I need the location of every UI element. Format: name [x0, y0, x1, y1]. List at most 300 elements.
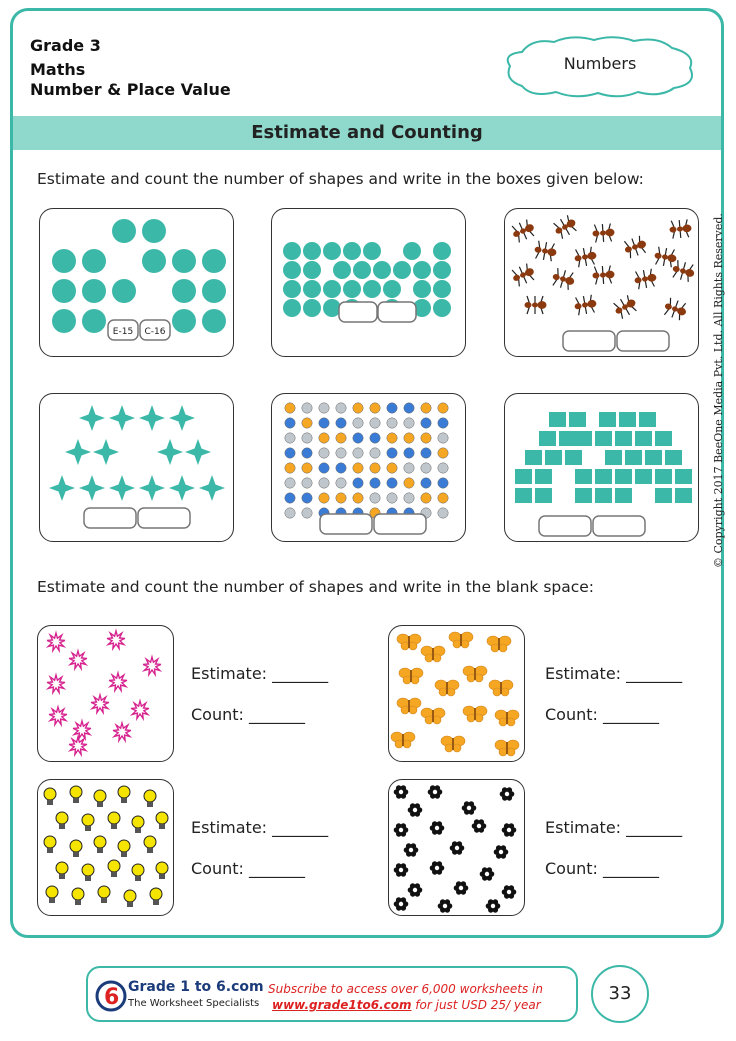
flower-icon [428, 785, 443, 798]
ant-icon [592, 223, 615, 242]
rectangle-shape [535, 469, 552, 484]
circle-shape [142, 219, 166, 243]
bead [438, 433, 448, 443]
circle-shape [383, 280, 401, 298]
ants-drawing [505, 209, 699, 357]
ant-icon [611, 293, 639, 320]
estimate-blank[interactable]: Estimate: _______ [191, 664, 329, 683]
light-bulb-icon [150, 888, 162, 905]
count-blank[interactable]: Count: _______ [191, 859, 305, 878]
bead [319, 433, 329, 443]
ant-icon [670, 259, 696, 282]
bead [370, 418, 380, 428]
panel-butterflies [388, 625, 525, 762]
ant-icon [633, 268, 658, 290]
rectangle-shape [639, 412, 656, 427]
bead [353, 418, 363, 428]
circle-shape [433, 280, 451, 298]
bead [370, 433, 380, 443]
butterfly-icon [435, 680, 459, 696]
butterfly-icon [449, 632, 473, 648]
ant-icon [669, 219, 692, 239]
rectangle-shape [545, 450, 562, 465]
star-shape [169, 405, 195, 431]
bead [285, 448, 295, 458]
light-bulb-icon [56, 812, 68, 829]
rectangle-shape [575, 488, 592, 503]
rectangle-shape [599, 412, 616, 427]
circle-shape [343, 280, 361, 298]
circle-shape [323, 280, 341, 298]
bead [336, 448, 346, 458]
subscribe-link[interactable]: www.grade1to6.com [272, 998, 412, 1012]
bead [353, 463, 363, 473]
bead [302, 478, 312, 488]
answer-box [378, 302, 416, 322]
answer-box-text: E-15 [112, 327, 134, 337]
rectangle-shape [595, 488, 612, 503]
answer-box [339, 302, 377, 322]
panel-stars [39, 393, 234, 542]
bead [404, 403, 414, 413]
circle-shape [52, 279, 76, 303]
circle-shape [373, 261, 391, 279]
panel-bulbs [37, 779, 174, 916]
light-bulb-icon [118, 786, 130, 803]
estimate-blank[interactable]: Estimate: _______ [191, 818, 329, 837]
star-shape [49, 475, 75, 501]
answer-box-text: C-16 [144, 327, 166, 337]
circle-shape [202, 309, 226, 333]
bead [438, 418, 448, 428]
flower-icon [430, 861, 445, 874]
bead [438, 478, 448, 488]
butterfly-icon [421, 646, 445, 662]
butterfly-icon [495, 710, 519, 726]
bead [370, 493, 380, 503]
title-band [13, 116, 721, 150]
light-bulb-icon [108, 812, 120, 829]
instruction-1: Estimate and count the number of shapes and write in the boxes given below: [37, 170, 644, 188]
bead [421, 418, 431, 428]
light-bulb-icon [70, 786, 82, 803]
circle-shape [52, 309, 76, 333]
ant-icon [551, 213, 579, 240]
starburst-icon [69, 737, 87, 755]
rectangle-shape [515, 488, 532, 503]
bead [438, 448, 448, 458]
bead [302, 463, 312, 473]
bead [421, 493, 431, 503]
bead [319, 478, 329, 488]
starburst-icon [109, 673, 127, 691]
circle-shape [283, 242, 301, 260]
flower-icon [472, 819, 487, 832]
circle-shape [172, 279, 196, 303]
bead [336, 418, 346, 428]
ant-icon [653, 246, 678, 268]
grade-label: Grade 3 [30, 36, 101, 55]
flower-icon [394, 897, 409, 910]
rectangle-shape [635, 431, 652, 446]
circle-shape [323, 242, 341, 260]
star-shape [169, 475, 195, 501]
star-shape [139, 405, 165, 431]
bead [370, 403, 380, 413]
bead [404, 463, 414, 473]
circle-shape [172, 249, 196, 273]
flower-icon [408, 883, 423, 896]
estimate-blank[interactable]: Estimate: _______ [545, 664, 683, 683]
circle-shape [433, 261, 451, 279]
answer-box [138, 508, 190, 528]
bead [404, 493, 414, 503]
bead [438, 493, 448, 503]
light-bulb-icon [98, 886, 110, 903]
panel-circles [271, 208, 466, 357]
flower-icon [502, 885, 517, 898]
butterfly-icon [391, 732, 415, 748]
rectangle-shape [645, 450, 662, 465]
butterfly-icon [397, 698, 421, 714]
butterfly-icon [399, 668, 423, 684]
bead [370, 478, 380, 488]
bead [319, 418, 329, 428]
light-bulb-icon [144, 790, 156, 807]
bead [421, 433, 431, 443]
ant-icon [510, 262, 537, 287]
starburst-icon [113, 723, 131, 741]
starburst-icon [49, 707, 67, 725]
starbursts-drawing [38, 626, 174, 762]
rectangle-shape [605, 450, 622, 465]
bead [302, 493, 312, 503]
flowers-drawing [389, 780, 525, 916]
copyright-notice: © Copyright 2017 BeeOne Media Pvt. Ltd. All Rights Reserved. [712, 213, 725, 568]
bead [285, 478, 295, 488]
flower-icon [480, 867, 495, 880]
bead [353, 478, 363, 488]
circle-shape [303, 280, 321, 298]
starburst-icon [91, 695, 109, 713]
light-bulb-icon [82, 864, 94, 881]
butterflies-drawing [389, 626, 525, 762]
light-bulb-icon [124, 890, 136, 907]
rectangle-shape [655, 469, 672, 484]
subscribe-line-2 [272, 998, 541, 1012]
circle-shape [413, 280, 431, 298]
bead [302, 508, 312, 518]
rectangle-shape [575, 469, 592, 484]
butterfly-icon [441, 736, 465, 752]
bead [387, 403, 397, 413]
light-bulb-icon [108, 860, 120, 877]
rectangle-shape [619, 412, 636, 427]
bead [404, 478, 414, 488]
rectangle-shape [635, 469, 652, 484]
rectangle-shape [655, 431, 672, 446]
light-bulb-icon [70, 840, 82, 857]
answer-box [374, 514, 426, 534]
rectangle-shape [675, 488, 692, 503]
rectangle-shape [515, 469, 532, 484]
rectangle-shape [525, 450, 542, 465]
rectangle-shape [539, 431, 556, 446]
bead [302, 418, 312, 428]
rectangle-shape [575, 431, 592, 446]
bead [336, 403, 346, 413]
flower-icon [494, 845, 509, 858]
butterfly-icon [463, 666, 487, 682]
starburst-icon [47, 675, 65, 693]
light-bulb-icon [82, 814, 94, 831]
bead [421, 478, 431, 488]
flower-icon [394, 823, 409, 836]
butterfly-icon [463, 706, 487, 722]
circle-shape [343, 242, 361, 260]
circle-shape [202, 279, 226, 303]
circle-shape [303, 261, 321, 279]
bead [387, 448, 397, 458]
subscribe-line-1: Subscribe to access over 6,000 worksheets in [268, 982, 543, 996]
count-blank[interactable]: Count: _______ [191, 705, 305, 724]
rectangle-shape [595, 469, 612, 484]
flower-icon [454, 881, 469, 894]
rectangle-shape [549, 412, 566, 427]
rectangle-shape [615, 488, 632, 503]
bead [438, 463, 448, 473]
bead [285, 418, 295, 428]
bead [319, 403, 329, 413]
light-bulb-icon [156, 812, 168, 829]
bead [336, 493, 346, 503]
star-shape [185, 439, 211, 465]
circle-shape [202, 249, 226, 273]
circle-shape [112, 219, 136, 243]
bead [353, 433, 363, 443]
circles-example-drawing [40, 209, 234, 357]
flower-icon [408, 803, 423, 816]
bead [285, 493, 295, 503]
circle-shape [142, 249, 166, 273]
panel-ants [504, 208, 699, 357]
flower-icon [430, 821, 445, 834]
flower-icon [438, 899, 453, 912]
flower-icon [462, 801, 477, 814]
rectangle-shape [565, 450, 582, 465]
ant-icon [525, 296, 547, 314]
star-shape [109, 405, 135, 431]
circle-shape [303, 299, 321, 317]
bead [336, 478, 346, 488]
rectangle-shape [595, 431, 612, 446]
star-shape [79, 405, 105, 431]
panel-circles-example [39, 208, 234, 357]
light-bulb-icon [144, 836, 156, 853]
page-number: 33 [591, 965, 649, 1023]
circle-shape [172, 309, 196, 333]
circle-shape [393, 261, 411, 279]
answer-box [563, 331, 615, 351]
bead [302, 448, 312, 458]
panel-flowers [388, 779, 525, 916]
flower-icon [500, 787, 515, 800]
bead [353, 403, 363, 413]
light-bulb-icon [56, 862, 68, 879]
star-shape [199, 475, 225, 501]
answer-box [593, 516, 645, 536]
bead [370, 448, 380, 458]
bulbs-drawing [38, 780, 174, 916]
bead [319, 493, 329, 503]
rectangles-drawing [505, 394, 699, 542]
butterfly-icon [489, 680, 513, 696]
circle-shape [283, 299, 301, 317]
circle-shape [403, 242, 421, 260]
star-shape [157, 439, 183, 465]
subject-label: Maths [30, 60, 86, 79]
circle-shape [112, 279, 136, 303]
circle-shape [283, 280, 301, 298]
topic-badge: Numbers [563, 54, 637, 73]
rectangle-shape [675, 469, 692, 484]
starburst-icon [107, 631, 125, 649]
rectangle-shape [625, 450, 642, 465]
answer-box [617, 331, 669, 351]
circle-shape [363, 280, 381, 298]
flower-icon [502, 823, 517, 836]
ant-icon [510, 218, 537, 243]
logo-tagline: The Worksheet Specialists [128, 998, 260, 1009]
circle-shape [52, 249, 76, 273]
circles-drawing [272, 209, 466, 357]
instruction-2: Estimate and count the number of shapes and write in the blank space: [37, 578, 595, 596]
circle-shape [303, 242, 321, 260]
ant-icon [550, 267, 576, 290]
ant-icon [622, 235, 649, 259]
bead [319, 448, 329, 458]
rectangle-shape [615, 469, 632, 484]
circle-shape [82, 309, 106, 333]
bead [421, 448, 431, 458]
light-bulb-icon [44, 836, 56, 853]
bead [302, 403, 312, 413]
bead [319, 463, 329, 473]
butterfly-icon [397, 634, 421, 650]
bead [421, 463, 431, 473]
topic-label: Number & Place Value [30, 80, 231, 99]
flower-icon [404, 843, 419, 856]
star-shape [139, 475, 165, 501]
bead [353, 493, 363, 503]
bead [404, 418, 414, 428]
butterfly-icon [495, 740, 519, 756]
bead [336, 433, 346, 443]
subscribe-price: for just USD 25/ year [411, 998, 541, 1012]
bead [302, 433, 312, 443]
answer-box [320, 514, 372, 534]
stars-drawing [40, 394, 234, 542]
ant-icon [592, 265, 615, 284]
bead [353, 448, 363, 458]
bead [387, 463, 397, 473]
panel-starbursts [37, 625, 174, 762]
bead [421, 403, 431, 413]
star-shape [109, 475, 135, 501]
bead [336, 463, 346, 473]
bead [404, 433, 414, 443]
light-bulb-icon [156, 862, 168, 879]
light-bulb-icon [94, 836, 106, 853]
circle-shape [283, 261, 301, 279]
bead [285, 433, 295, 443]
circle-shape [353, 261, 371, 279]
ant-icon [573, 294, 598, 316]
starburst-icon [69, 651, 87, 669]
starburst-icon [131, 701, 149, 719]
panel-beads [271, 393, 466, 542]
count-blank[interactable]: Count: _______ [545, 705, 659, 724]
circle-shape [363, 242, 381, 260]
flower-icon [394, 863, 409, 876]
bead [404, 448, 414, 458]
light-bulb-icon [72, 888, 84, 905]
star-shape [93, 439, 119, 465]
circle-shape [333, 261, 351, 279]
starburst-icon [47, 633, 65, 651]
logo-number: 6 [104, 985, 120, 1010]
bead [370, 463, 380, 473]
bead [387, 493, 397, 503]
light-bulb-icon [118, 840, 130, 857]
answer-box [539, 516, 591, 536]
panel-rectangles [504, 393, 699, 542]
ant-icon [662, 297, 689, 321]
rectangle-shape [535, 488, 552, 503]
butterfly-icon [487, 636, 511, 652]
worksheet-title: Estimate and Counting [251, 122, 483, 143]
rectangle-shape [559, 431, 576, 446]
bead [285, 463, 295, 473]
flower-icon [450, 841, 465, 854]
light-bulb-icon [94, 790, 106, 807]
bead [285, 508, 295, 518]
bead [387, 433, 397, 443]
circle-shape [413, 261, 431, 279]
star-shape [65, 439, 91, 465]
logo-name[interactable]: Grade 1 to 6.com [128, 979, 264, 995]
ant-icon [573, 246, 598, 268]
light-bulb-icon [132, 816, 144, 833]
ant-icon [533, 240, 558, 262]
light-bulb-icon [46, 886, 58, 903]
starburst-icon [143, 657, 161, 675]
rectangle-shape [615, 431, 632, 446]
bead [387, 418, 397, 428]
bead [438, 508, 448, 518]
light-bulb-icon [44, 788, 56, 805]
estimate-blank[interactable]: Estimate: _______ [545, 818, 683, 837]
rectangle-shape [655, 488, 672, 503]
flower-icon [486, 899, 501, 912]
bead [285, 403, 295, 413]
rectangle-shape [569, 412, 586, 427]
flower-icon [394, 785, 409, 798]
rectangle-shape [665, 450, 682, 465]
count-blank[interactable]: Count: _______ [545, 859, 659, 878]
circle-shape [82, 279, 106, 303]
logo-icon [95, 974, 127, 1014]
